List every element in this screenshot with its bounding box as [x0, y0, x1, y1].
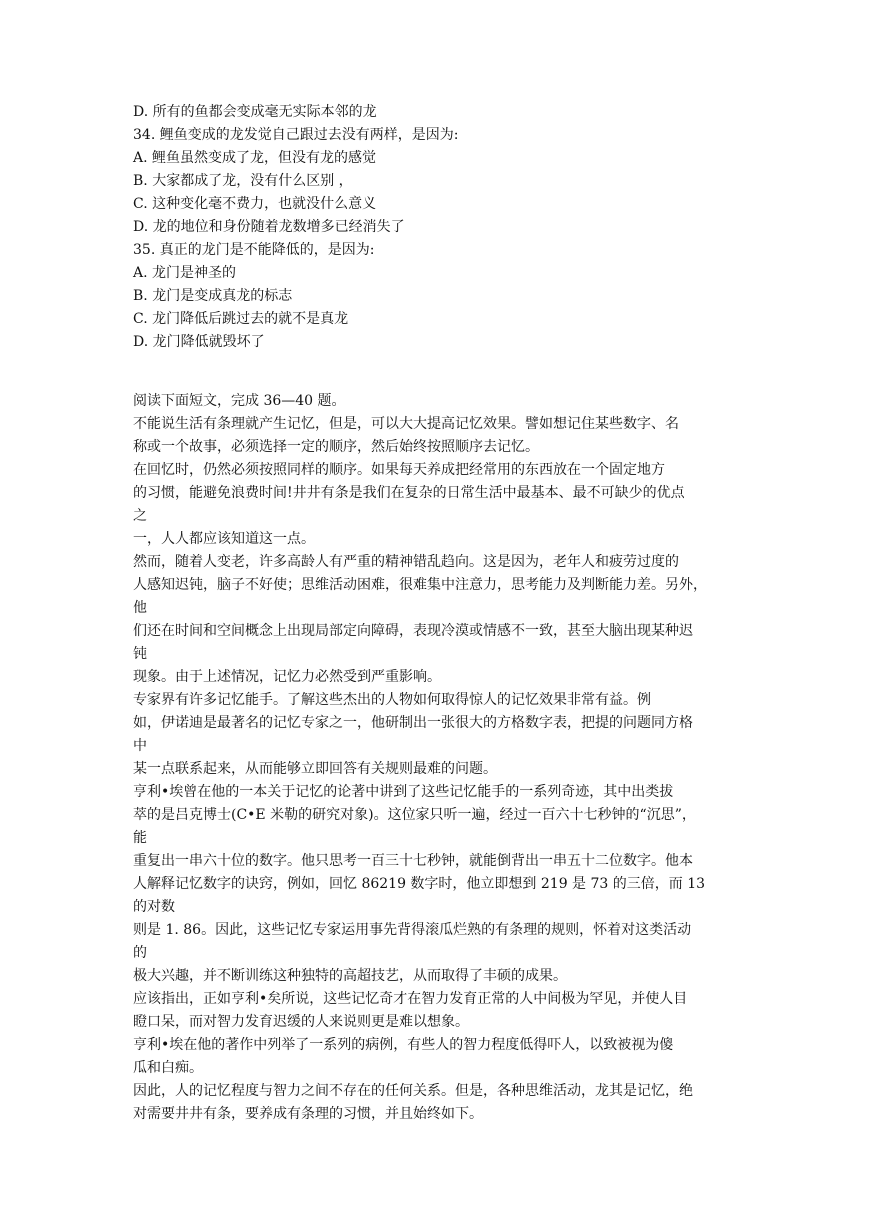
passage-line: 亨利•埃在他的著作中列举了一系列的病例，有些人的智力程度低得吓人，以致被视为傻: [133, 1037, 674, 1053]
option-d-33: D. 所有的鱼都会变成毫无实际本邻的龙: [133, 104, 377, 120]
passage-line: 他: [133, 600, 147, 616]
passage-line: 能: [133, 830, 147, 846]
passage-line: 的: [133, 945, 147, 961]
passage-line: 的对数: [133, 899, 175, 915]
option-b-34: B. 大家都成了龙，没有什么区别 ，: [133, 173, 353, 189]
option-c-35: C. 龙门降低后跳过去的就不是真龙: [133, 311, 349, 327]
option-b-35: B. 龙门是变成真龙的标志: [133, 288, 293, 304]
passage-line: 不能说生活有条理就产生记忆，但是，可以大大提高记忆效果。譬如想记住某些数字、名: [133, 416, 679, 432]
passage-line: 瓜和白痴。: [133, 1060, 203, 1076]
option-a-34: A. 鲤鱼虽然变成了龙，但没有龙的感觉: [133, 150, 377, 166]
passage-line: 极大兴趣，并不断训练这种独特的高超技艺，从而取得了丰硕的成果。: [133, 968, 567, 984]
passage-line: 因此，人的记忆程度与智力之间不存在的任何关系。但是，各种思维活动，龙其是记忆，绝: [133, 1083, 693, 1099]
passage-line: 们还在时间和空间概念上出现局部定向障碍，表现冷漠或情感不一致，甚至大脑出现某种迟: [133, 623, 693, 639]
passage-line: 某一点联系起来，从而能够立即回答有关规则最难的问题。: [133, 761, 497, 777]
passage-line: 人解释记忆数字的诀窍，例如，回忆 86219 数字时，他立即想到 219 是 73 的三倍，而 13: [133, 876, 706, 892]
passage-line: 专家界有许多记忆能手。了解这些杰出的人物如何取得惊人的记忆效果非常有益。例: [133, 692, 651, 708]
passage-line: 现象。由于上述情况，记忆力必然受到严重影响。: [133, 669, 441, 685]
passage-line: 在回忆时，仍然必须按照同样的顺序。如果每天养成把经常用的东西放在一个固定地方: [133, 462, 665, 478]
passage-line: 一，人人都应该知道这一点。: [133, 531, 315, 547]
question-34: 34. 鲤鱼变成的龙发觉自己跟过去没有两样，是因为:: [133, 127, 459, 143]
passage-line: 称或一个故事，必须选择一定的顺序，然后始终按照顺序去记忆。: [133, 439, 539, 455]
question-35: 35. 真正的龙门是不能降低的，是因为:: [133, 242, 375, 258]
questions-block: [133, 101, 743, 354]
passage-line: 之: [133, 508, 147, 524]
passage-line: 萃的是吕克博士(C•E 米勒的研究对象)。这位家只听一遍，经过一百六十七秒钟的“沉思”，: [133, 807, 696, 823]
option-a-35: A. 龙门是神圣的: [133, 265, 237, 281]
passage-line: 则是 1. 86。因此，这些记忆专家运用事先背得滚瓜烂熟的有条理的规则，怀着对这类活动: [133, 922, 692, 938]
document-page: [133, 101, 743, 1126]
section-gap: [133, 354, 743, 390]
passage-line: 的习惯，能避免浪费时间!井井有条是我们在复杂的日常生活中最基本、最不可缺少的优点: [133, 485, 685, 501]
passage-line: 如，伊诺迪是最著名的记忆专家之一，他研制出一张很大的方格数字表，把提的问题同方格: [133, 715, 693, 731]
passage-line: 人感知迟钝，脑子不好使；思维活动困难，很难集中注意力，思考能力及判断能力差。另外，: [133, 577, 707, 593]
passage-line: 重复出一串六十位的数字。他只思考一百三十七秒钟，就能倒背出一串五十二位数字。他本: [133, 853, 693, 869]
passage-line: 对需要井井有条，要养成有条理的习惯，并且始终如下。: [133, 1106, 483, 1122]
passage-instruction: 阅读下面短文，完成 36—40 题。: [133, 393, 346, 409]
reading-passage: [133, 390, 743, 1126]
passage-line: 亨利•埃曾在他的一本关于记忆的论著中讲到了这些记忆能手的一系列奇迹，其中出类拔: [133, 784, 674, 800]
passage-line: 钝: [133, 646, 147, 662]
passage-line: 然而，随着人变老，许多高龄人有严重的精神错乱趋向。这是因为，老年人和疲劳过度的: [133, 554, 679, 570]
option-d-34: D. 龙的地位和身份随着龙数增多已经消失了: [133, 219, 405, 235]
passage-line: 应该指出，正如亨利•矣所说，这些记忆奇才在智力发育正常的人中间极为罕见，并使人目: [133, 991, 688, 1007]
passage-line: 瞪口呆，而对智力发育迟缓的人来说则更是难以想象。: [133, 1014, 469, 1030]
passage-line: 中: [133, 738, 147, 754]
option-c-34: C. 这种变化毫不费力，也就没什么意义: [133, 196, 377, 212]
option-d-35: D. 龙门降低就毁坏了: [133, 334, 265, 350]
